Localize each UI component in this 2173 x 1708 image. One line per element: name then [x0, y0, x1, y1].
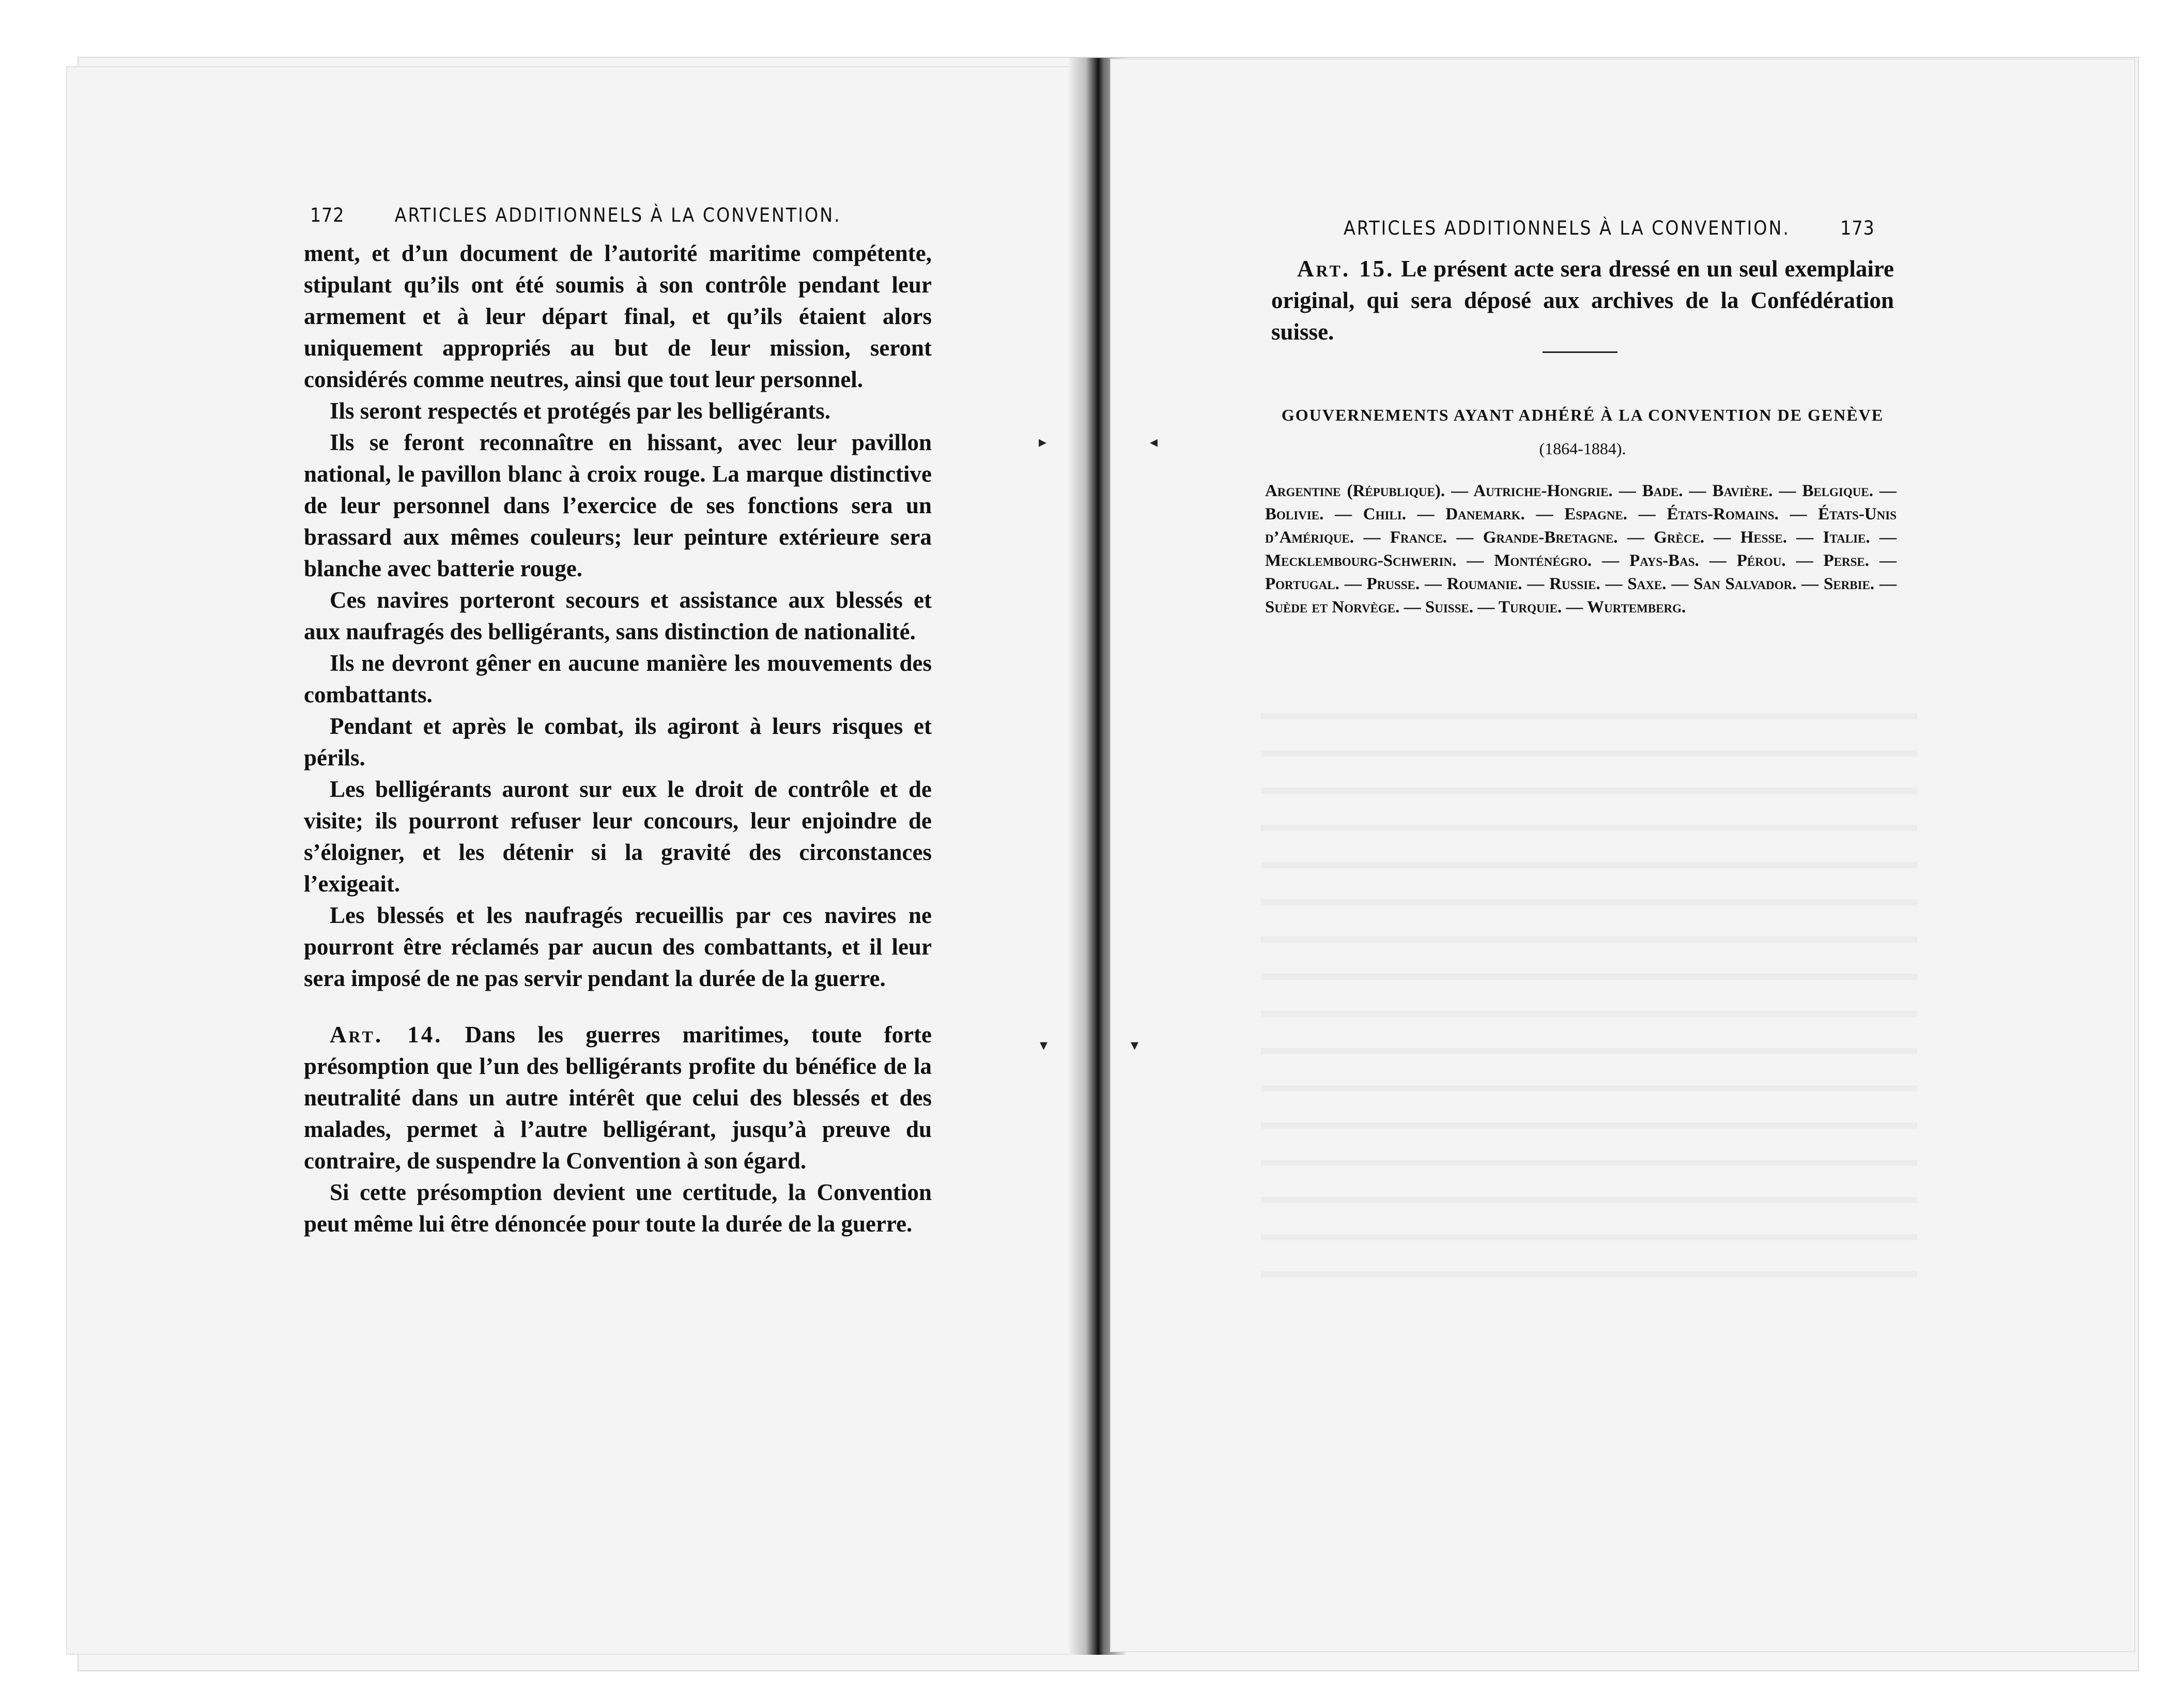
left-running-head — [310, 204, 841, 226]
adherent-governments-title: GOUVERNEMENTS AYANT ADHÉRÉ À LA CONVENTION DE GENÈVE — [1281, 406, 1884, 424]
left-paragraph-1: ment, et d’un document de l’autorité maritime compétente, stipulant qu’ils ont été soumis à son contrôle pendant leur armement et à leur départ final, et qu’ils étaient alors uniquement appropriés au but de leur mission, seront considérés comme neutres, ainsi que tout leur personnel. — [304, 240, 932, 392]
left-paragraph-5: Ils ne devront gêner en aucune manière les mouvements des combattants. — [304, 650, 932, 707]
right-running-head-title: ARTICLES ADDITIONNELS À LA CONVENTION. — [1344, 217, 1790, 239]
left-paragraph-4: Ces navires porteront secours et assistance aux blessés et aux naufragés des belligérants, sans distinction de nationalité. — [304, 587, 932, 644]
section-divider — [1543, 351, 1617, 353]
article-14-label: Art. 14. — [330, 1022, 443, 1048]
left-body-text — [304, 238, 932, 1240]
article-14-paragraph-2: Si cette présomption devient une certitude, la Convention peut même lui être dénoncée pour toute la durée de la guerre. — [304, 1179, 932, 1237]
right-running-head — [1344, 217, 1875, 239]
right-body-text — [1271, 253, 1894, 348]
registration-mark: ◂ — [1150, 433, 1158, 451]
article-15-label: Art. 15. — [1297, 256, 1395, 282]
adherent-countries-list: Argentine (République). — Autriche-Hongrie. — Bade. — Bavière. — Belgique. — Bolivie. — Chili. — Danemark. — Espagne. — États-Romains. — États-Unis d’Amérique. — France. — Grande-Bretagne. — Grèce. — Hesse. — Italie. — Mecklembourg-Schwerin. — Monténégro. — Pays-Bas. — Pérou. — Perse. — Portugal. — Prusse. — Roumanie. — Russie. — Saxe. — San Salvador. — Serbie. — Suède et Norvège. — Suisse. — Turquie. — Wurtemberg. — [1265, 482, 1897, 617]
article-14 — [304, 1019, 932, 1177]
article-15-text: Le présent acte sera dressé en un seul exemplaire original, qui sera déposé aux archives de la Confédération suisse. — [1271, 256, 1894, 345]
registration-mark: ▾ — [1131, 1036, 1139, 1054]
left-page-number: 172 — [310, 204, 345, 226]
bleed-through-text — [1261, 682, 1917, 1302]
right-page-number: 173 — [1840, 217, 1875, 239]
left-paragraph-7: Les belligérants auront sur eux le droit de contrôle et de visite; ils pourront refuser leur concours, leur enjoindre de s’éloigner, et les détenir si la gravité des circonstances l’exigeait. — [304, 776, 932, 897]
adherent-governments-dates: (1864-1884). — [1539, 439, 1626, 458]
registration-mark: ▸ — [1039, 433, 1047, 451]
left-paragraph-8: Les blessés et les naufragés recueillis par ces navires ne pourront être réclamés par aucun des combattants, et il leur sera imposé de ne pas servir pendant la durée de la guerre. — [304, 902, 932, 991]
left-paragraph-6: Pendant et après le combat, ils agiront à leurs risques et périls. — [304, 713, 932, 771]
left-paragraph-3: Ils se feront reconnaître en hissant, avec leur pavillon national, le pavillon blanc à croix rouge. La marque distinctive de leur personnel dans l’exercice de ses fonctions sera un brassard aux mêmes couleurs; leur peinture extérieure sera blanche avec batterie rouge. — [304, 429, 932, 581]
left-paragraph-2: Ils seront respectés et protégés par les belligérants. — [330, 398, 831, 424]
article-15 — [1271, 253, 1894, 348]
left-running-head-title: ARTICLES ADDITIONNELS À LA CONVENTION. — [394, 204, 841, 226]
registration-mark: ▾ — [1040, 1036, 1048, 1054]
article-14-text: Dans les guerres maritimes, toute forte présomption que l’un des belligérants profite du bénéfice de la neutralité dans un autre intérêt que celui des blessés et des malades, permet à l’autre belligérant, jusqu’à preuve du contraire, de suspendre la Convention à son égard. — [304, 1022, 932, 1174]
